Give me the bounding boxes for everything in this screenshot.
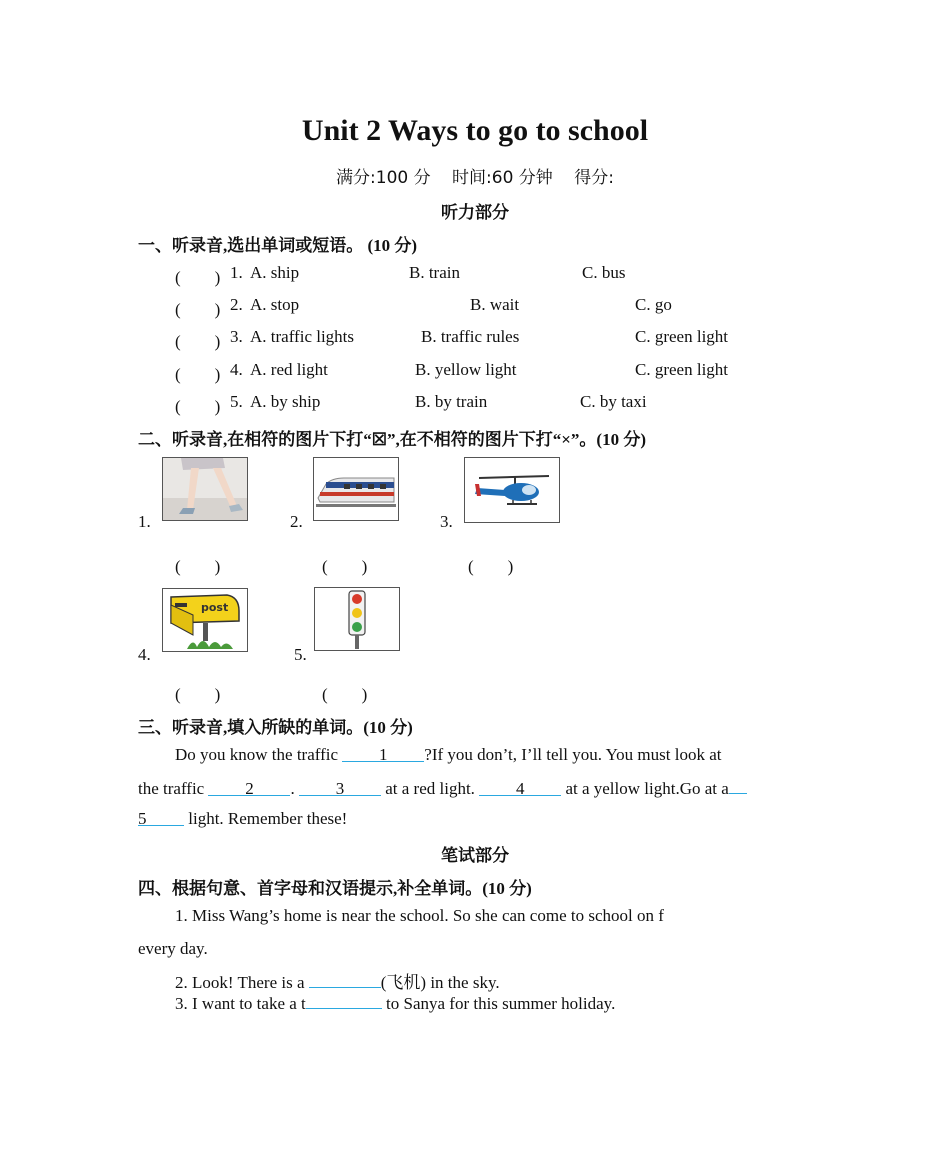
option-c: C. by taxi	[580, 392, 647, 411]
item-number: 5.	[230, 392, 243, 411]
mailbox-icon	[162, 588, 248, 652]
cloze-line-2: the traffic 2 . 3 at a red light. 4 at a yellow light.Go at a	[138, 777, 747, 799]
option-b: B. traffic rules	[421, 327, 520, 346]
option-c: C. green light	[635, 360, 729, 379]
section3-heading: 三、听录音,填入所缺的单词。(10 分)	[138, 718, 413, 737]
listening-part-heading: 听力部分	[441, 203, 509, 222]
answer-paren[interactable]: ( )	[175, 557, 221, 576]
answer-paren[interactable]: ( )	[175, 397, 221, 416]
option-c: C. bus	[582, 263, 626, 282]
time-limit: 时间:60 分钟	[452, 168, 553, 188]
option-b: B. yellow light	[415, 360, 517, 379]
blank-4[interactable]: 4	[479, 779, 561, 796]
blank-3[interactable]: 3	[299, 779, 381, 796]
blank-2[interactable]: 2	[208, 779, 290, 796]
question-1-cont: every day.	[138, 939, 208, 958]
blank-airplane[interactable]	[309, 971, 381, 988]
picture-number: 2.	[290, 512, 303, 531]
traffic-light-icon	[314, 587, 400, 651]
item-number: 2.	[230, 295, 243, 314]
blank-1[interactable]: 1	[342, 745, 424, 762]
section4-heading: 四、根据句意、首字母和汉语提示,补全单词。(10 分)	[138, 879, 532, 898]
cloze-line-1: Do you know the traffic 1 ?If you don’t, I’ll tell you. You must look at	[175, 745, 722, 764]
option-c: C. go	[635, 295, 672, 314]
option-c: C. green light	[635, 327, 729, 346]
answer-paren[interactable]: ( )	[322, 685, 368, 704]
picture-number: 1.	[138, 512, 151, 531]
answer-paren[interactable]: ( )	[175, 268, 221, 287]
full-score: 满分:100 分	[336, 168, 431, 188]
answer-paren[interactable]: ( )	[468, 557, 514, 576]
post-label: post	[201, 601, 229, 614]
blank-5-start[interactable]	[729, 777, 747, 794]
option-a: A. by ship	[250, 392, 321, 411]
option-b: B. train	[409, 263, 460, 282]
answer-paren[interactable]: ( )	[175, 300, 221, 319]
option-b: B. wait	[470, 295, 520, 314]
question-3: 3. I want to take a t to Sanya for this summer holiday.	[175, 994, 616, 1013]
item-number: 1.	[230, 263, 243, 282]
exam-meta	[0, 163, 950, 188]
answer-paren[interactable]: ( )	[175, 685, 221, 704]
option-a: A. stop	[250, 295, 300, 314]
walking-legs-icon	[162, 457, 248, 521]
answer-paren[interactable]: ( )	[175, 365, 221, 384]
cloze-line-3: 5 light. Remember these!	[138, 809, 348, 828]
item-number: 3.	[230, 327, 243, 346]
option-a: A. red light	[250, 360, 328, 379]
option-b: B. by train	[415, 392, 488, 411]
page-title: Unit 2 Ways to go to school	[301, 114, 649, 147]
picture-number: 5.	[294, 645, 307, 664]
answer-paren[interactable]: ( )	[175, 332, 221, 351]
section2-heading: 二、听录音,在相符的图片下打“☒”,在不相符的图片下打“×”。(10 分)	[138, 430, 646, 449]
question-1: 1. Miss Wang’s home is near the school. So she can come to school on f	[175, 906, 664, 925]
item-number: 4.	[230, 360, 243, 379]
section1-heading: 一、听录音,选出单词或短语。 (10 分)	[138, 236, 418, 255]
helicopter-icon	[464, 457, 560, 523]
train-icon	[313, 457, 399, 521]
picture-number: 4.	[138, 645, 151, 664]
option-a: A. traffic lights	[250, 327, 355, 346]
blank-train[interactable]	[306, 992, 382, 1009]
answer-paren[interactable]: ( )	[322, 557, 368, 576]
score-field: 得分:	[574, 168, 614, 188]
question-2: 2. Look! There is a (飞机) in the sky.	[175, 973, 500, 992]
picture-number: 3.	[440, 512, 453, 531]
option-a: A. ship	[250, 263, 300, 282]
blank-5[interactable]: 5	[138, 809, 184, 826]
writing-part-heading: 笔试部分	[441, 846, 509, 865]
